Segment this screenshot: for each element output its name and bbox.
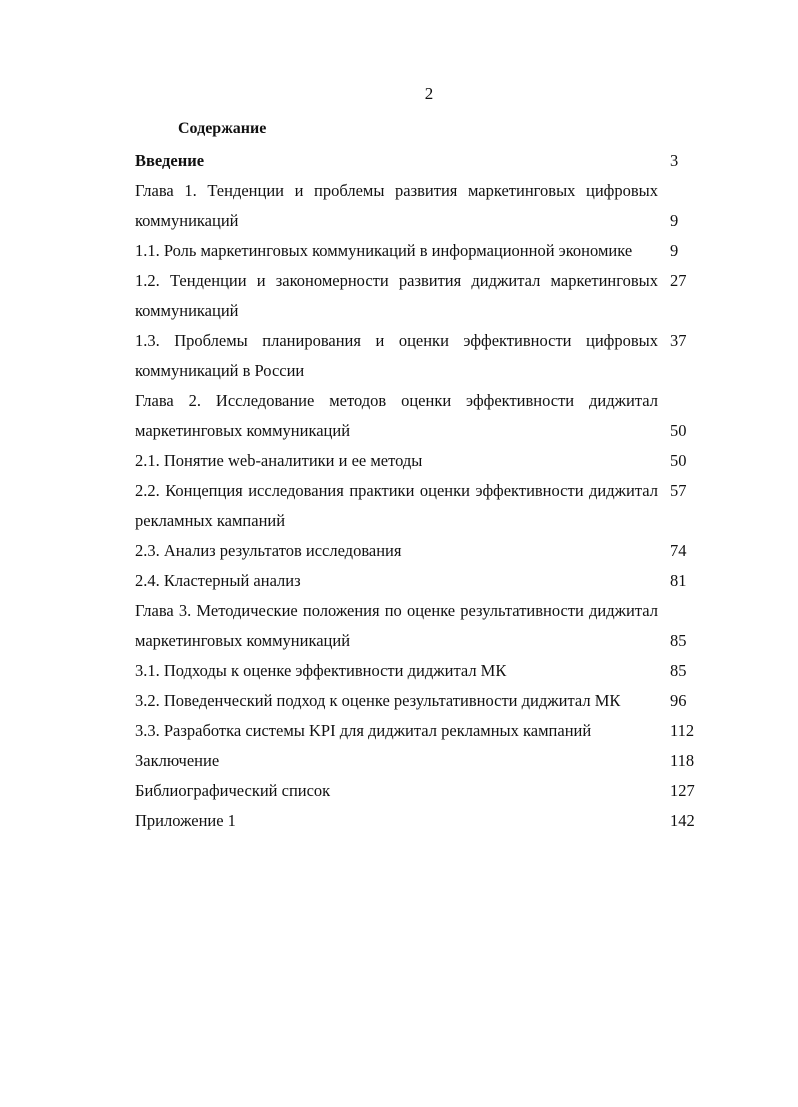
toc-entry-2-1	[135, 446, 700, 476]
toc-entry-page: 3	[670, 151, 679, 170]
toc-entry-bibliography	[135, 776, 700, 806]
toc-entry-title: 2.3. Анализ результатов исследования	[135, 541, 402, 560]
toc-entry-title: Библиографический список	[135, 781, 331, 800]
toc-entry-introduction	[135, 146, 700, 176]
toc-entry-page: 9	[670, 211, 679, 230]
toc-entry-title: Глава 1. Тенденции и проблемы развития маркетинговых цифровых коммуникаций	[135, 181, 658, 230]
toc-entry-title: 2.2. Концепция исследования практики оценки эффективности диджитал рекламных кампаний	[135, 481, 658, 530]
toc-entry-page: 37	[670, 331, 687, 350]
toc-entry-page: 9	[670, 241, 679, 260]
toc-entry-title: 2.4. Кластерный анализ	[135, 571, 301, 590]
toc-entry-appendix-1	[135, 806, 700, 836]
toc-entry-page: 85	[670, 631, 687, 650]
toc-entry-chapter-3	[135, 596, 700, 656]
toc-entry-page: 112	[670, 721, 695, 740]
toc-entry-title: 3.2. Поведенческий подход к оценке результативности диджитал МК	[135, 691, 621, 710]
toc-entry-page: 118	[670, 751, 695, 770]
toc-entry-1-3	[135, 326, 700, 386]
toc-entry-chapter-1	[135, 176, 700, 236]
toc-entry-page: 81	[670, 571, 687, 590]
toc-entry-page: 50	[670, 421, 687, 440]
toc-entry-page: 57	[670, 481, 687, 500]
toc-entry-title: Глава 3. Методические положения по оценке результативности диджитал маркетинговых коммуникаций	[135, 601, 658, 650]
toc-entry-page: 96	[670, 691, 687, 710]
toc-entry-2-2	[135, 476, 700, 536]
toc-entry-2-3	[135, 536, 700, 566]
toc-entry-title: Заключение	[135, 751, 220, 770]
toc-entry-page: 127	[670, 781, 695, 800]
toc-entry-title: 1.1. Роль маркетинговых коммуникаций в информационной экономике	[135, 241, 633, 260]
toc-entry-conclusion	[135, 746, 700, 776]
toc-entry-title: 3.3. Разработка системы KPI для диджитал рекламных кампаний	[135, 721, 592, 740]
toc-entry-1-1	[135, 236, 700, 266]
toc-entry-page: 50	[670, 451, 687, 470]
toc-entry-page: 27	[670, 271, 687, 290]
toc-entry-3-1	[135, 656, 700, 686]
toc-entry-chapter-2	[135, 386, 700, 446]
toc-entry-page: 142	[670, 811, 695, 830]
toc-entry-title: 1.3. Проблемы планирования и оценки эффективности цифровых коммуникаций в России	[135, 331, 658, 380]
toc-title: Содержание	[178, 120, 267, 137]
toc-entry-3-2	[135, 686, 700, 716]
toc-entry-title: Приложение 1	[135, 811, 236, 830]
toc-entry-3-3	[135, 716, 700, 746]
toc-entry-title: 3.1. Подходы к оценке эффективности диджитал МК	[135, 661, 507, 680]
toc-entry-1-2	[135, 266, 700, 326]
toc-entry-2-4	[135, 566, 700, 596]
toc-entry-title: 1.2. Тенденции и закономерности развития диджитал маркетинговых коммуникаций	[135, 271, 658, 320]
toc-entry-title: 2.1. Понятие web-аналитики и ее методы	[135, 451, 423, 470]
table-of-contents	[135, 146, 700, 836]
toc-entry-title: Введение	[135, 151, 205, 170]
toc-entry-page: 74	[670, 541, 687, 560]
toc-entry-page: 85	[670, 661, 687, 680]
toc-entry-title: Глава 2. Исследование методов оценки эффективности диджитал маркетинговых коммуникаций	[135, 391, 658, 440]
page-number: 2	[424, 84, 434, 103]
